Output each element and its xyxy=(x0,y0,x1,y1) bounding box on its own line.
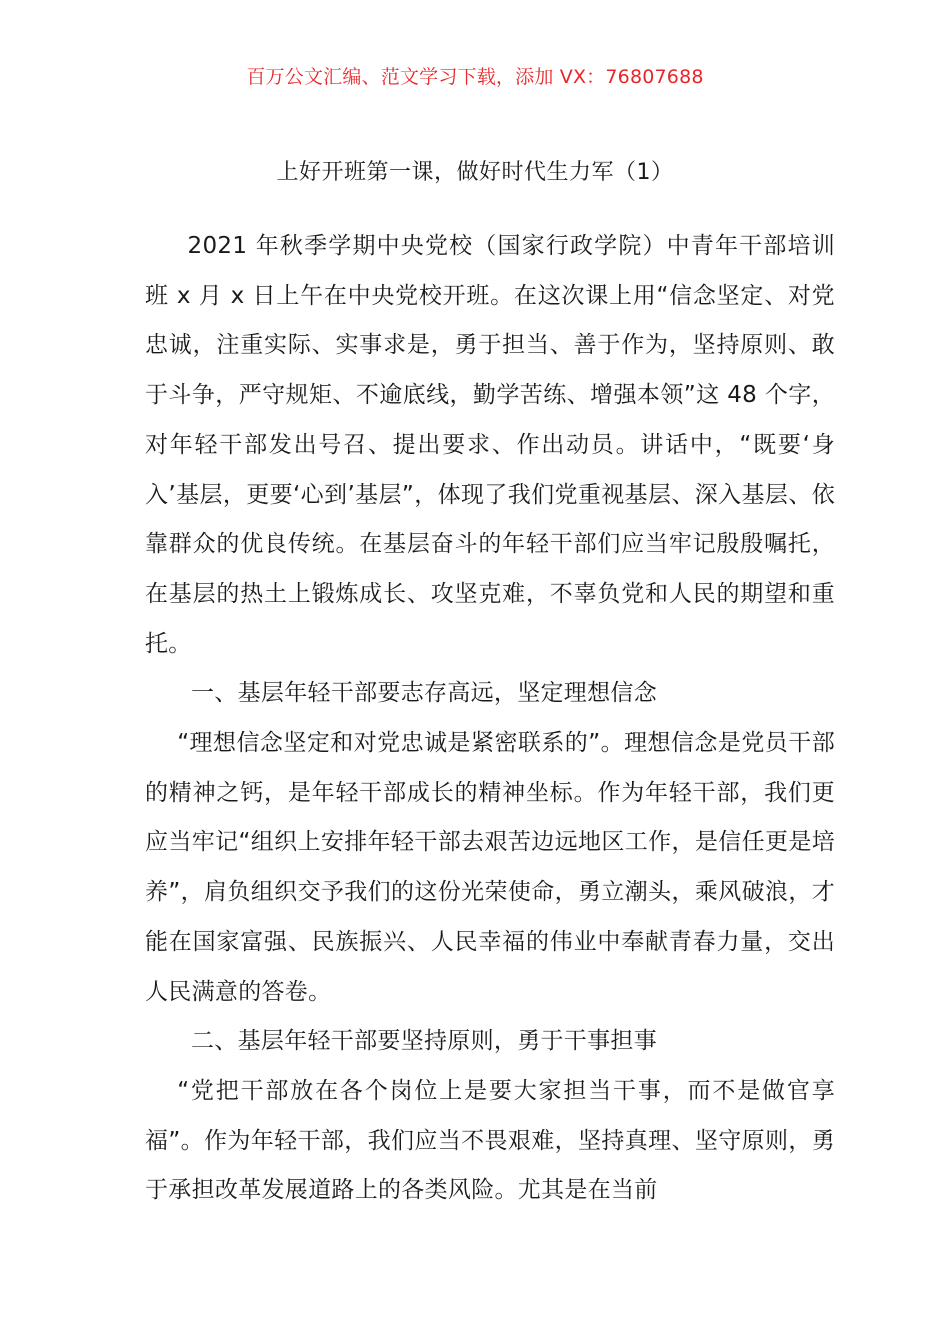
section-heading-2: 二、基层年轻干部要坚持原则，勇于干事担事 xyxy=(191,1028,657,1055)
paragraph-section-2: “党把干部放在各个岗位上是要大家担当干事，而不是做官享福”。作为年轻干部，我们应当不畏艰难，坚持真理、坚守原则，勇于承担改革发展道路上的各类风险。尤其是在当前 xyxy=(145,1077,835,1204)
document-body xyxy=(145,222,835,1216)
watermark-header: 百万公文汇编、范文学习下载，添加 VX：76807688 xyxy=(246,66,704,88)
paragraph-section-1: “理想信念坚定和对党忠诚是紧密联系的”。理想信念是党员干部的精神之钙，是年轻干部成长的精神坐标。作为年轻干部，我们更应当牢记“组织上安排年轻干部去艰苦边远地区工作，是信任更是培养”，肩负组织交予我们的这份光荣使命，勇立潮头，乘风破浪，才能在国家富强、民族振兴、人民幸福的伟业中奉献青春力量，交出人民满意的答卷。 xyxy=(145,730,835,1005)
document-title: 上好开班第一课，做好时代生力军（1） xyxy=(276,160,674,185)
section-heading-1: 一、基层年轻干部要志存高远，坚定理想信念 xyxy=(191,680,657,707)
paragraph-intro: 2021 年秋季学期中央党校（国家行政学院）中青年干部培训班 x 月 x 日上午在中央党校开班。在这次课上用“信念坚定、对党忠诚，注重实际、实事求是，勇于担当、善于作为，坚持原则、敢于斗争，严守规矩、不逾底线，勤学苦练、增强本领”这 48 个字，对年轻干部发出号召、提出要求、作出动员。讲话中，“既要‘身入’基层，更要‘心到’基层”，体现了我们党重视基层、深入基层、依靠群众的优良传统。在基层奋斗的年轻干部们应当牢记殷殷嘱托，在基层的热土上锻炼成长、攻坚克难，不辜负党和人民的期望和重托。 xyxy=(145,233,835,657)
